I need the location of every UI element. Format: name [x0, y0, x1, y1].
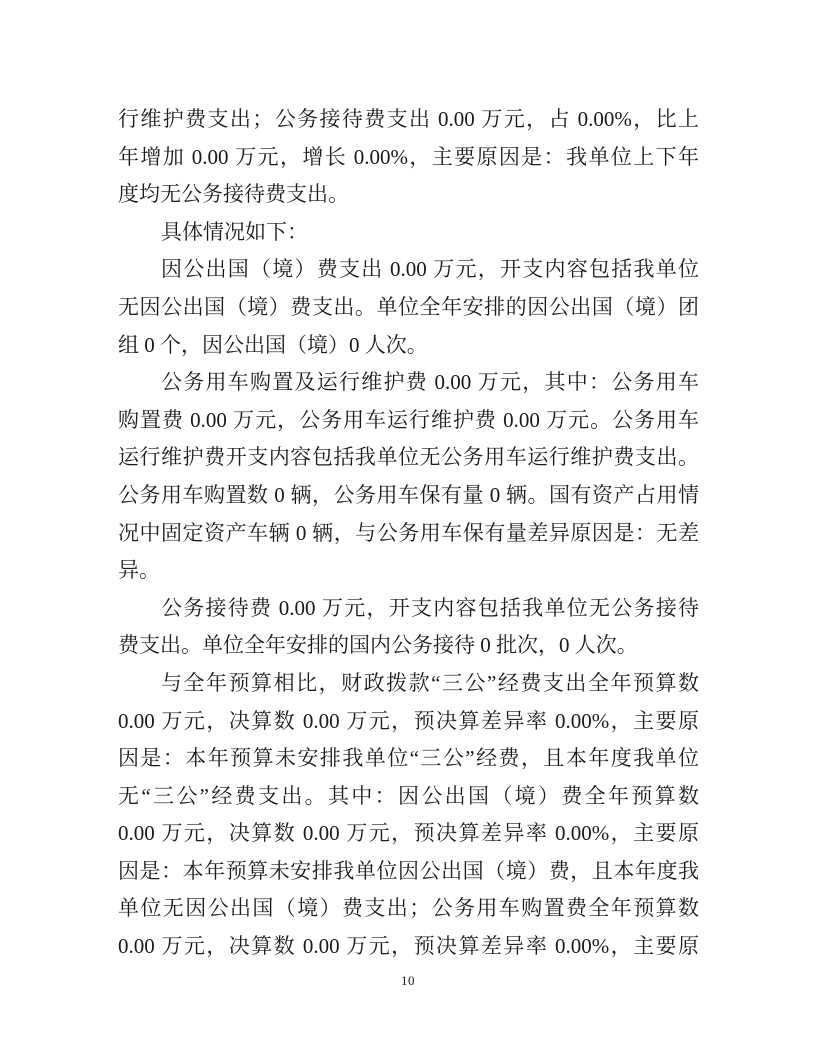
text-line: 年增加 0.00 万元，增长 0.00%，主要原因是：我单位上下年 [118, 144, 699, 169]
text-line: 度均无公务接待费支出。 [118, 182, 349, 207]
text-line: 行维护费支出；公务接待费支出 0.00 万元，占 0.00%，比上 [118, 107, 699, 131]
text-line: 0.00 万元，决算数 0.00 万元，预决算差异率 0.00%，主要原 [118, 934, 699, 959]
text-line: 因是：本年预算未安排我单位因公出国（境）费，且本年度我 [118, 858, 699, 883]
text-line: 因公出国（境）费支出 0.00 万元，开支内容包括我单位 [161, 257, 699, 282]
text-line: 与全年预算相比，财政拨款“三公”经费支出全年预算数 [161, 670, 699, 695]
text-line: 购置费 0.00 万元，公务用车运行维护费 0.00 万元。公务用车 [118, 407, 699, 432]
text-line: 因是：本年预算未安排我单位“三公”经费，且本年度我单位 [118, 746, 699, 771]
text-line: 公务用车购置数 0 辆，公务用车保有量 0 辆。国有资产占用情 [118, 482, 699, 507]
page-number: 10 [401, 973, 415, 988]
text-line: 0.00 万元，决算数 0.00 万元，预决算差异率 0.00%，主要原 [118, 821, 699, 846]
text-line: 公务接待费 0.00 万元，开支内容包括我单位无公务接待 [161, 595, 699, 620]
text-line: 单位无因公出国（境）费支出；公务用车购置费全年预算数 [118, 896, 699, 921]
text-line: 公务用车购置及运行维护费 0.00 万元，其中：公务用车 [161, 370, 699, 395]
text-line: 费支出。单位全年安排的国内公务接待 0 批次，0 人次。 [118, 633, 638, 658]
text-line: 无“三公”经费支出。其中：因公出国（境）费全年预算数 [118, 783, 699, 808]
text-line: 0.00 万元，决算数 0.00 万元，预决算差异率 0.00%，主要原 [118, 708, 699, 733]
text-line: 无因公出国（境）费支出。单位全年安排的因公出国（境）团 [118, 294, 699, 319]
text-line: 异。 [118, 558, 160, 583]
document-body [118, 101, 699, 966]
text-line: 况中固定资产车辆 0 辆，与公务用车保有量差异原因是：无差 [118, 520, 699, 545]
text-line: 运行维护费开支内容包括我单位无公务用车运行维护费支出。 [118, 445, 699, 470]
text-line: 组 0 个，因公出国（境）0 人次。 [118, 332, 428, 357]
page-footer [0, 972, 816, 990]
text-line: 具体情况如下： [161, 219, 308, 244]
